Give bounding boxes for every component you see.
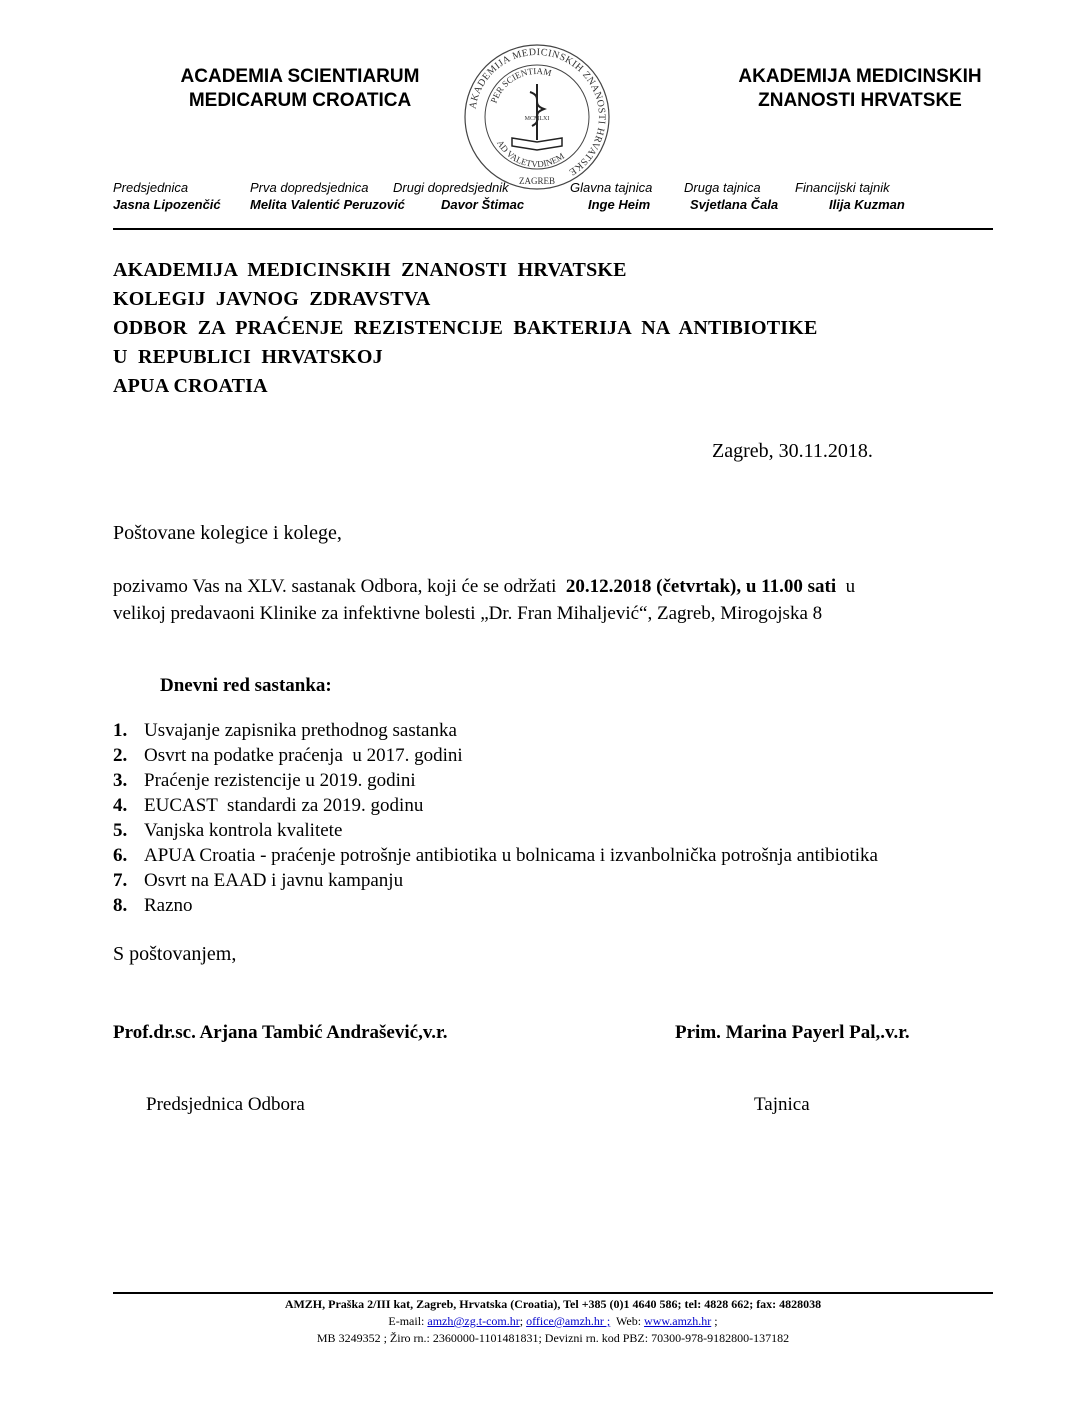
officer-role: Drugi dopredsjednik — [393, 180, 509, 195]
footer-divider — [113, 1292, 993, 1294]
agenda-text: APUA Croatia - praćenje potrošnje antibiotika u bolnicama i izvanbolnička potrošnja antibiotika — [144, 845, 878, 866]
agenda-item — [113, 743, 878, 768]
officer-second-vice-president — [393, 180, 524, 214]
meeting-location: velikoj predavaoni Klinike za infektivne bolesti „Dr. Fran Mihaljević“, Zagreb, Mirogojska 8 — [113, 603, 823, 624]
agenda-item — [113, 718, 878, 743]
seal-year: MCMLXI — [524, 116, 550, 122]
agenda-text: Osvrt na EAAD i javnu kampanju — [144, 870, 404, 891]
officer-role: Glavna tajnica — [570, 180, 653, 195]
agenda-number: 7. — [113, 870, 128, 891]
officer-name: Davor Štimac — [441, 197, 525, 212]
agenda-text: Praćenje rezistencije u 2019. godini — [144, 770, 416, 791]
header-right-line1: AKADEMIJA MEDICINSKIH — [738, 66, 982, 87]
organization-block — [113, 256, 818, 401]
org-line: APUA CROATIA — [113, 375, 268, 397]
officer-first-vice-president — [250, 180, 405, 214]
agenda-item — [113, 768, 878, 793]
web-tail: ; — [711, 1314, 718, 1328]
svg-text:AD VALETVDINEM — [495, 138, 566, 169]
web-link[interactable]: www.amzh.hr — [644, 1314, 712, 1328]
email-link-1[interactable]: amzh@zg.t-com.hr — [427, 1314, 520, 1328]
agenda-text: Usvajanje zapisnika prethodnog sastanka — [144, 720, 457, 741]
agenda-number: 8. — [113, 895, 128, 916]
agenda-item — [113, 868, 878, 893]
web-label: Web: — [610, 1314, 645, 1328]
agenda-text: Osvrt na podatke praćenja u 2017. godini — [144, 745, 463, 766]
header-left-line2: MEDICARUM CROATICA — [188, 90, 412, 111]
seal-outer-text: AKADEMIJA MEDICINSKIH ZNANOSTI HRVATSKE — [467, 46, 608, 178]
agenda-item — [113, 843, 878, 868]
org-line: U REPUBLICI HRVATSKOJ — [113, 346, 383, 368]
salutation: Poštovane kolegice i kolege, — [113, 522, 342, 544]
footer-bank-details: MB 3249352 ; Žiro rn.: 2360000-1101481831; Devizni rn. kod PBZ: 70300-978-9182800-137182 — [316, 1331, 790, 1345]
officer-name: Inge Heim — [588, 197, 651, 212]
seal-motto-top: PER SCIENTIAM — [488, 65, 553, 105]
agenda-number: 6. — [113, 845, 128, 866]
header-latin-name — [150, 65, 450, 113]
agenda-title: Dnevni red sastanka: — [160, 675, 332, 696]
email-link-2[interactable]: office@amzh.hr ; — [526, 1314, 611, 1328]
officer-name: Melita Valentić Peruzović — [250, 197, 405, 212]
signatory-secretary-role: Tajnica — [754, 1094, 810, 1115]
agenda-item — [113, 893, 878, 918]
meeting-datetime: 20.12.2018 (četvrtak), u 11.00 sati — [565, 576, 837, 597]
header-croatian-name — [700, 65, 1020, 113]
agenda-number: 2. — [113, 745, 128, 766]
email-label: E-mail: — [388, 1314, 428, 1328]
agenda-number: 5. — [113, 820, 128, 841]
closing-phrase: S poštovanjem, — [113, 943, 237, 965]
agenda-list — [113, 718, 878, 918]
header-left-line1: ACADEMIA SCIENTIARUM — [180, 66, 420, 87]
signatory-chair-role: Predsjednica Odbora — [146, 1094, 305, 1115]
officer-financial-secretary — [795, 180, 905, 214]
officer-role: Predsjednica — [113, 180, 189, 195]
org-line: ODBOR ZA PRAĆENJE REZISTENCIJE BAKTERIJA NA ANTIBIOTIKE — [113, 317, 818, 339]
officer-role: Financijski tajnik — [795, 180, 890, 195]
academy-seal-logo — [462, 42, 612, 192]
header-right-line2: ZNANOSTI HRVATSKE — [758, 90, 962, 111]
agenda-number: 1. — [113, 720, 128, 741]
footer-address: AMZH, Praška 2/III kat, Zagreb, Hrvatska (Croatia), Tel +385 (0)1 4640 586; tel: 4828 662; fax: 4828038 — [284, 1297, 822, 1311]
agenda-number: 4. — [113, 795, 128, 816]
officer-president — [113, 180, 221, 214]
signatory-secretary-name: Prim. Marina Payerl Pal,.v.r. — [675, 1022, 910, 1043]
seal-city: ZAGREB — [519, 176, 555, 186]
agenda-text: EUCAST standardi za 2019. godinu — [144, 795, 424, 816]
agenda-number: 3. — [113, 770, 128, 791]
invite-text-2: u — [836, 576, 856, 597]
agenda-item — [113, 818, 878, 843]
separator: ; — [519, 1314, 527, 1328]
org-line: KOLEGIJ JAVNOG ZDRAVSTVA — [113, 288, 431, 310]
officer-name: Svjetlana Čala — [690, 197, 779, 212]
officer-general-secretary — [570, 180, 652, 214]
footer-contact — [113, 1296, 993, 1347]
footer-contacts-line — [388, 1314, 717, 1328]
agenda-item — [113, 793, 878, 818]
officer-role: Prva dopredsjednica — [250, 180, 369, 195]
officer-role: Druga tajnica — [684, 180, 761, 195]
invite-text-1: pozivamo Vas na XLV. sastanak Odbora, koji će se održati — [113, 576, 566, 597]
invitation-paragraph — [113, 573, 993, 627]
seal-motto-bottom: AD VALETVDINEM — [495, 138, 567, 170]
signatory-chair-name: Prof.dr.sc. Arjana Tambić Andrašević,v.r. — [113, 1022, 448, 1043]
officer-second-secretary — [684, 180, 778, 214]
agenda-text: Razno — [144, 895, 193, 916]
officers-row — [113, 180, 993, 214]
agenda-text: Vanjska kontrola kvalitete — [144, 820, 343, 841]
header-divider — [113, 228, 993, 230]
org-line: AKADEMIJA MEDICINSKIH ZNANOSTI HRVATSKE — [113, 259, 627, 281]
letter-date: Zagreb, 30.11.2018. — [712, 440, 873, 462]
officer-name: Jasna Lipozenčić — [113, 197, 221, 212]
officer-name: Ilija Kuzman — [829, 197, 905, 212]
